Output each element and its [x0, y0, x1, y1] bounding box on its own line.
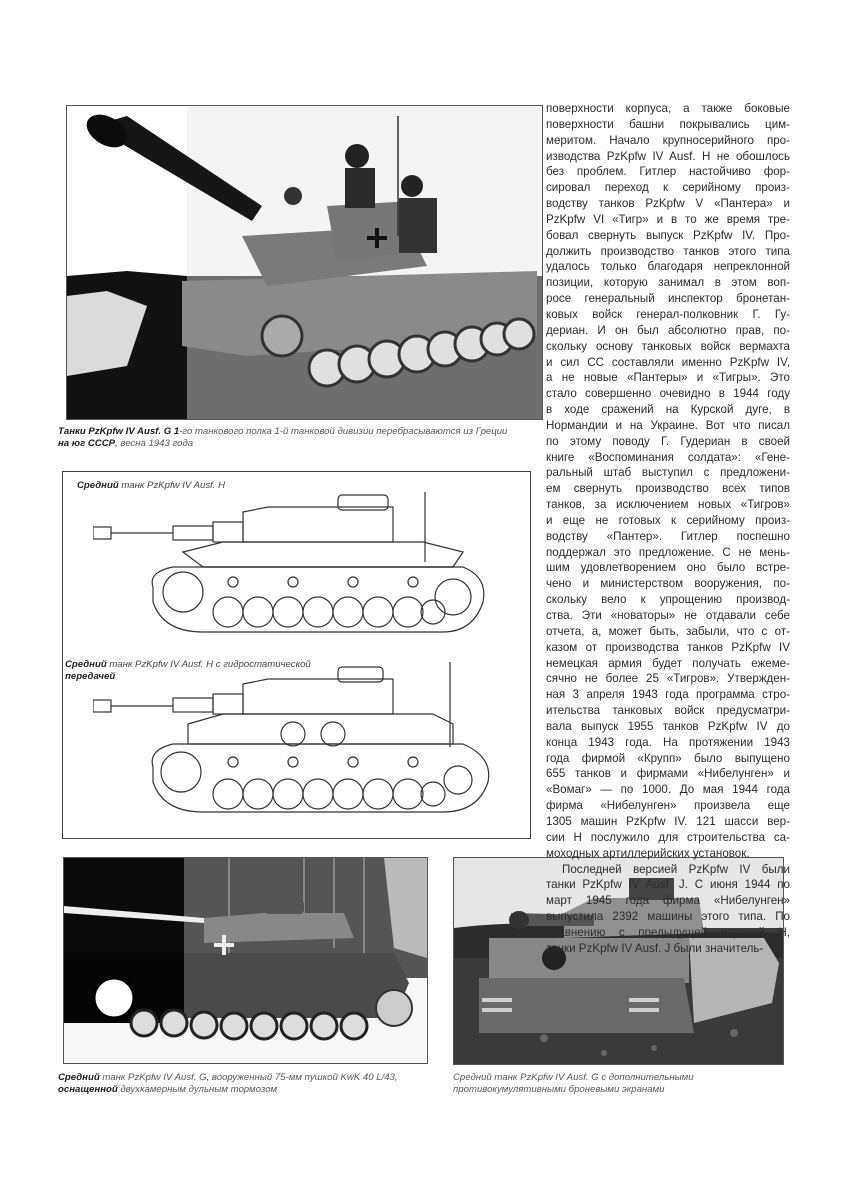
article-line: PzKpfw VI «Тигр» и в то же время тре-	[546, 212, 790, 226]
article-line: в ходе сражений на Курской дуге, в	[546, 403, 790, 417]
article-line: шим удовлетворением оно было встре-	[546, 561, 790, 575]
photo-tanks-greece	[66, 105, 543, 420]
article-line: и сил СС составляли именно PzKpfw IV,	[546, 355, 790, 369]
article-line: немецкая армия будет получать ежеме-	[546, 656, 790, 670]
article-text-column	[546, 101, 790, 957]
article-line: ительства танковых войск предусматри-	[546, 704, 790, 718]
article-line: поверхности корпуса, а также боковые	[546, 102, 790, 115]
caption-bl-rest2: двухкамерным дульным тормозом	[117, 1084, 278, 1095]
tank-drawing-ausf-h-hydrostatic	[93, 662, 493, 822]
article-line: вала выпуск 1955 танков PzKpfw IV до	[546, 719, 790, 733]
technical-drawings-panel	[62, 471, 531, 839]
drawing1-label-rest: танк PzKpfw IV Ausf. H	[118, 480, 226, 491]
article-line: 655 танков и фирмами «Нибелунген» и	[546, 767, 790, 781]
article-line: сии H послужило для строительства са-	[546, 830, 790, 844]
article-line: поддержал это предложение. С не мень-	[546, 545, 790, 559]
caption-bottom-left-photo	[58, 1072, 448, 1096]
photo-ausf-g-side	[63, 857, 428, 1064]
article-line: книге «Воспоминания солдата»: «Гене-	[546, 450, 790, 464]
article-line: ковых войск генерал-полковник Г. Гу-	[546, 307, 790, 321]
article-line: дериан. И он был абсолютно прав, по-	[546, 323, 790, 337]
article-line: водству танков PzKpfw V «Пантера» и	[546, 197, 790, 211]
caption-bl-rest: танк PzKpfw IV Ausf. G, вооруженный 75-мм пушкой KwK 40 L/43,	[99, 1072, 398, 1083]
article-line: сячно не более 25 «Тигров». Утвержден-	[546, 672, 790, 686]
article-line: ная 3 апреля 1943 года программа стро-	[546, 688, 790, 702]
article-line: казом от производства танков PzKpfw IV	[546, 640, 790, 654]
article-line: водству «Пантер». Гитлер поспешно	[546, 529, 790, 543]
article-line: чено и министерством вооружения, по-	[546, 577, 790, 591]
drawing2-label-rest: танк PzKpfw IV Ausf. H с гидростатической	[106, 659, 311, 670]
caption-top-lead: Танки PzKpfw IV Ausf. G 1	[58, 426, 180, 437]
article-line: меритом. Начало крупносерийного про-	[546, 133, 790, 147]
article-line: «Вомаг» — по 1000. До мая 1944 года	[546, 783, 790, 797]
article-line: фирма «Нибелунген» произвела еще	[546, 799, 790, 813]
article-line: росе генеральный инспектор бронетан-	[546, 292, 790, 306]
article-line: скольку основу танковых войск вермахта	[546, 339, 790, 353]
article-line: и еще не готовых к серийному произ-	[546, 513, 790, 527]
caption-bl-lead: Средний	[58, 1072, 100, 1083]
article-line: сировал переход к серийному произ-	[546, 181, 790, 195]
article-line: стало совершенно очевидно в 1944 году	[546, 387, 790, 401]
caption-top-lead2: на юг СССР	[58, 438, 116, 449]
article-line: Нормандии и на Украине. Вот что писал	[546, 418, 790, 432]
article-line: а не новые «Пантеры» и «Тигры». Это	[546, 371, 790, 385]
caption-bottom-right-photo	[453, 1072, 793, 1096]
article-line: конца 1943 года. На протяжении 1943	[546, 735, 790, 749]
article-line: удалось только благодаря непреклонной	[546, 260, 790, 274]
caption-top-rest: -го танкового полка 1-й танковой дивизии перебрасываются из Греции	[179, 426, 508, 437]
article-line: 1305 машин PzKpfw IV. 121 шасси вер-	[546, 814, 790, 828]
caption-bl-lead2: оснащенной	[58, 1084, 118, 1095]
article-line: сравнению с предыдущей версией H,	[546, 925, 790, 939]
article-line: года фирмой «Крупп» было выпущено	[546, 751, 790, 765]
article-line: ства. Эти «новаторы» не отдавали себе	[546, 609, 790, 622]
article-line: танков, за исключением новых «Тигров»	[546, 498, 790, 512]
caption-br-line1: Средний танк PzKpfw IV Ausf. G с дополнительными	[453, 1072, 694, 1083]
paragraph-start-line: Последней версией PzKpfw IV были	[562, 862, 790, 876]
article-line: танки PzKpfw IV Ausf. J были значитель-	[546, 941, 764, 955]
article-line: выпустила 2392 машины этого типа. По	[546, 910, 790, 924]
article-line: танки PzKpfw IV Ausf. J. С июня 1944 по	[546, 878, 790, 892]
drawing2-label-line2: передачей	[65, 671, 116, 682]
drawing2-label-lead: Средний	[65, 659, 107, 670]
tank-photo-illustration	[67, 106, 542, 419]
caption-top-photo	[58, 426, 538, 450]
article-line: март 1945 года фирма «Нибелунген»	[546, 894, 790, 908]
tank-drawing-ausf-h	[93, 492, 493, 642]
article-line: по этому поводу Г. Гудериан в своей	[546, 434, 790, 448]
article-line: должить производство танков этого типа	[546, 244, 790, 258]
caption-br-line2: противокумулятивными броневыми экранами	[453, 1084, 665, 1095]
drawing1-label-lead: Средний	[77, 480, 119, 491]
article-line: ем свернуть производство всех типов	[546, 482, 790, 496]
article-line: бовал свернуть выпуск PzKpfw IV. Про-	[546, 228, 790, 242]
drawing1-label	[77, 480, 225, 492]
article-line: отчета, а, может быть, забыли, что с от-	[546, 624, 790, 638]
article-line: ральный штаб выступил с предложени-	[546, 466, 790, 480]
tank-photo-side-illustration	[64, 858, 427, 1063]
article-line: моходных артиллерийских установок.	[546, 846, 750, 860]
article-line: позиции, которую занимал в этом воп-	[546, 276, 790, 290]
article-line: без проблем. Гитлер настойчиво фор-	[546, 165, 790, 179]
article-line: изводства PzKpfw IV Ausf. H не обошлось	[546, 149, 790, 163]
caption-top-rest2: , весна 1943 года	[115, 438, 194, 449]
article-line: поверхности башни покрывались цим-	[546, 117, 790, 131]
article-line: скольку вело к упрощению производ-	[546, 593, 790, 607]
